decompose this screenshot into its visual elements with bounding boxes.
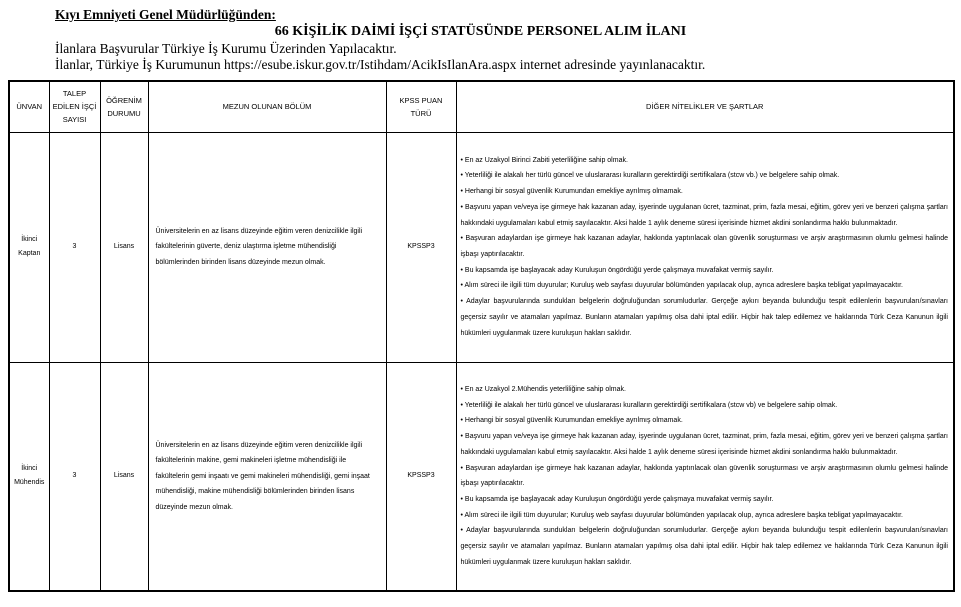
cell-ogrenim-durumu: Lisans [100, 362, 148, 591]
cell-kpss-puan: KPSSP3 [386, 132, 456, 362]
column-header-diger-nitelikler: DİĞER NİTELİKLER VE ŞARTLAR [456, 81, 954, 132]
requirement-item: • Yeterliliği ile alakalı her türlü güncel ve uluslararası kuralların gerektirdiği sertifikalara (stcw vb) ve belgelere sahip olmak. [460, 401, 838, 409]
requirement-item: • Başvuru yapan ve/veya işe girmeye hak kazanan aday, işyerinde uygulanan ücret, tazminat, prim, fazla mesai, eğitim, görev yeri ve benzeri çalışma şartları hakkındaki uygulamaları kabul etmiş sayılacaktır. Aksi halde 1 aylık deneme süresi içerisinde hizmet akdini sonlandırma hakkı bulunmaktadır. [460, 433, 948, 456]
cell-mezun-bolum: Üniversitelerin en az lisans düzeyinde eğitim veren denizcilikle ilgili fakültelerinin makine, gemi makineleri işletme mühendisliği ile fakültelerin gemi inşaatı ve gemi makineleri mühendisliği, gemi inşaat mühendisliği, makine mühendisliği bölümlerinden birinden lisans düzeyinde mezun olmak. [148, 362, 386, 591]
cell-diger-nitelikler [456, 132, 954, 362]
column-header-mezun-bolum: MEZUN OLUNAN BÖLÜM [148, 81, 386, 132]
cell-isci-sayisi: 3 [49, 132, 100, 362]
column-header-isci-sayisi: TALEP EDİLEN İŞÇİ SAYISI [49, 81, 100, 132]
cell-ogrenim-durumu: Lisans [100, 132, 148, 362]
requirement-item: • Herhangi bir sosyal güvenlik Kurumundan emekliye ayrılmış olmamak. [460, 417, 683, 425]
cell-unvan: İkinci Kaptan [9, 132, 49, 362]
column-header-ogrenim-durumu: ÖĞRENİM DURUMU [100, 81, 148, 132]
cell-kpss-puan: KPSSP3 [386, 362, 456, 591]
issuer-heading: Kıyı Emniyeti Genel Müdürlüğünden: [55, 7, 276, 22]
cell-isci-sayisi: 3 [49, 362, 100, 591]
requirement-item: • Adaylar başvurularında sundukları belgelerin doğruluğundan sorumludurlar. Gerçeğe aykırı beyanda bulunduğu tespit edilenlerin başvuruları/sınavları geçersiz sayılır ve atamaları yapılmaz. Bunların atamaları yapılmış olsa dahi iptal edilir. Hiçbir hak talep edilemez ve haklarında Türk Ceza Kanunun ilgili hükümleri uygulanmak üzere kuruluşun hakları saklıdır. [460, 527, 948, 566]
publication-note: İlanlar, Türkiye İş Kurumunun https://esube.iskur.gov.tr/Istihdam/AcikIsIlanAra.aspx internet adresinde yayınlanacaktır. [55, 57, 706, 72]
requirement-item: • En az Uzakyol 2.Mühendis yeterliliğine sahip olmak. [460, 386, 626, 394]
announcement-title: 66 KİŞİLİK DAİMİ İŞÇİ STATÜSÜNDE PERSONEL ALIM İLANI [274, 24, 687, 39]
cell-diger-nitelikler [456, 362, 954, 591]
application-note: İlanlara Başvurular Türkiye İş Kurumu Üzerinden Yapılacaktır. [55, 41, 397, 56]
table-row-ikinci-muhendis [9, 362, 954, 591]
table-row-ikinci-kaptan [9, 132, 954, 362]
requirement-item: • Bu kapsamda işe başlayacak aday Kuruluşun öngördüğü yerde çalışmaya muvafakat vermiş sayılır. [460, 495, 774, 503]
document-header [0, 0, 961, 72]
requirement-item: • Başvuran adaylardan işe girmeye hak kazanan adaylar, hakkında yaptırılacak olan güvenlik soruşturması ve arşiv araştırmasının olumlu gelmesi halinde işbaşı yaptırılacaktır. [460, 464, 948, 488]
requirement-item: • Alım süreci ile ilgili tüm duyurular; Kuruluş web sayfası duyurular bölümünden yapılacak olup, ayrıca adreslere başka tebligat yapılmayacaktır. [460, 511, 904, 519]
requirement-item: • Başvuru yapan ve/veya işe girmeye hak kazanan aday, işyerinde uygulanan ücret, tazminat, prim, fazla mesai, eğitim, görev yeri ve benzeri çalışma şartları hakkındaki uygulamaları kabul etmiş sayılacaktır. Aksi halde 1 aylık deneme süresi içerisinde hizmet akdini sonlandırma hakkı bulunmaktadır. [460, 203, 948, 227]
requirement-item: • Alım süreci ile ilgili tüm duyurular; Kuruluş web sayfası duyurular bölümünden yapılacak olup, ayrıca adreslere başka tebligat yapılmayacaktır. [460, 282, 904, 290]
requirement-item: • Herhangi bir sosyal güvenlik Kurumundan emekliye ayrılmış olmamak. [460, 188, 683, 196]
table-header-row [9, 81, 954, 132]
job-positions-table [8, 80, 955, 592]
requirement-item: • Yeterliliği ile alakalı her türlü güncel ve uluslararası kuralların gerektirdiği sertifikalara (stcw vb.) ve belgelere sahip olmak. [460, 172, 840, 180]
column-header-unvan: ÜNVAN [9, 81, 49, 132]
cell-unvan: İkinci Mühendis [9, 362, 49, 591]
column-header-kpss-puan: KPSS PUAN TÜRÜ [386, 81, 456, 132]
cell-mezun-bolum: Üniversitelerin en az lisans düzeyinde eğitim veren denizcilikle ilgili fakültelerinin güverte, deniz ulaştırma işletme mühendisliği bölümlerinden birinden lisans düzeyinde mezun olmak. [148, 132, 386, 362]
requirement-item: • Bu kapsamda işe başlayacak aday Kuruluşun öngördüğü yerde çalışmaya muvafakat vermiş sayılır. [460, 266, 774, 274]
requirement-item: • Başvuran adaylardan işe girmeye hak kazanan adaylar, hakkında yaptırılacak olan güvenlik soruşturması ve arşiv araştırmasının olumlu gelmesi halinde işbaşı yaptırılacaktır. [460, 235, 948, 258]
requirement-item: • Adaylar başvurularında sundukları belgelerin doğruluğundan sorumludurlar. Gerçeğe aykırı beyanda bulunduğu tespit edilenlerin başvuruları/sınavları geçersiz sayılır ve atamaları yapılmaz. Bunların atamaları yapılmış olsa dahi iptal edilir. Hiçbir hak talep edilemez ve haklarında Türk Ceza Kanunun ilgili hükümleri uygulanmak üzere kuruluşun hakları saklıdır. [460, 298, 948, 337]
requirement-item: • En az Uzakyol Birinci Zabiti yeterliliğine sahip olmak. [460, 156, 628, 164]
